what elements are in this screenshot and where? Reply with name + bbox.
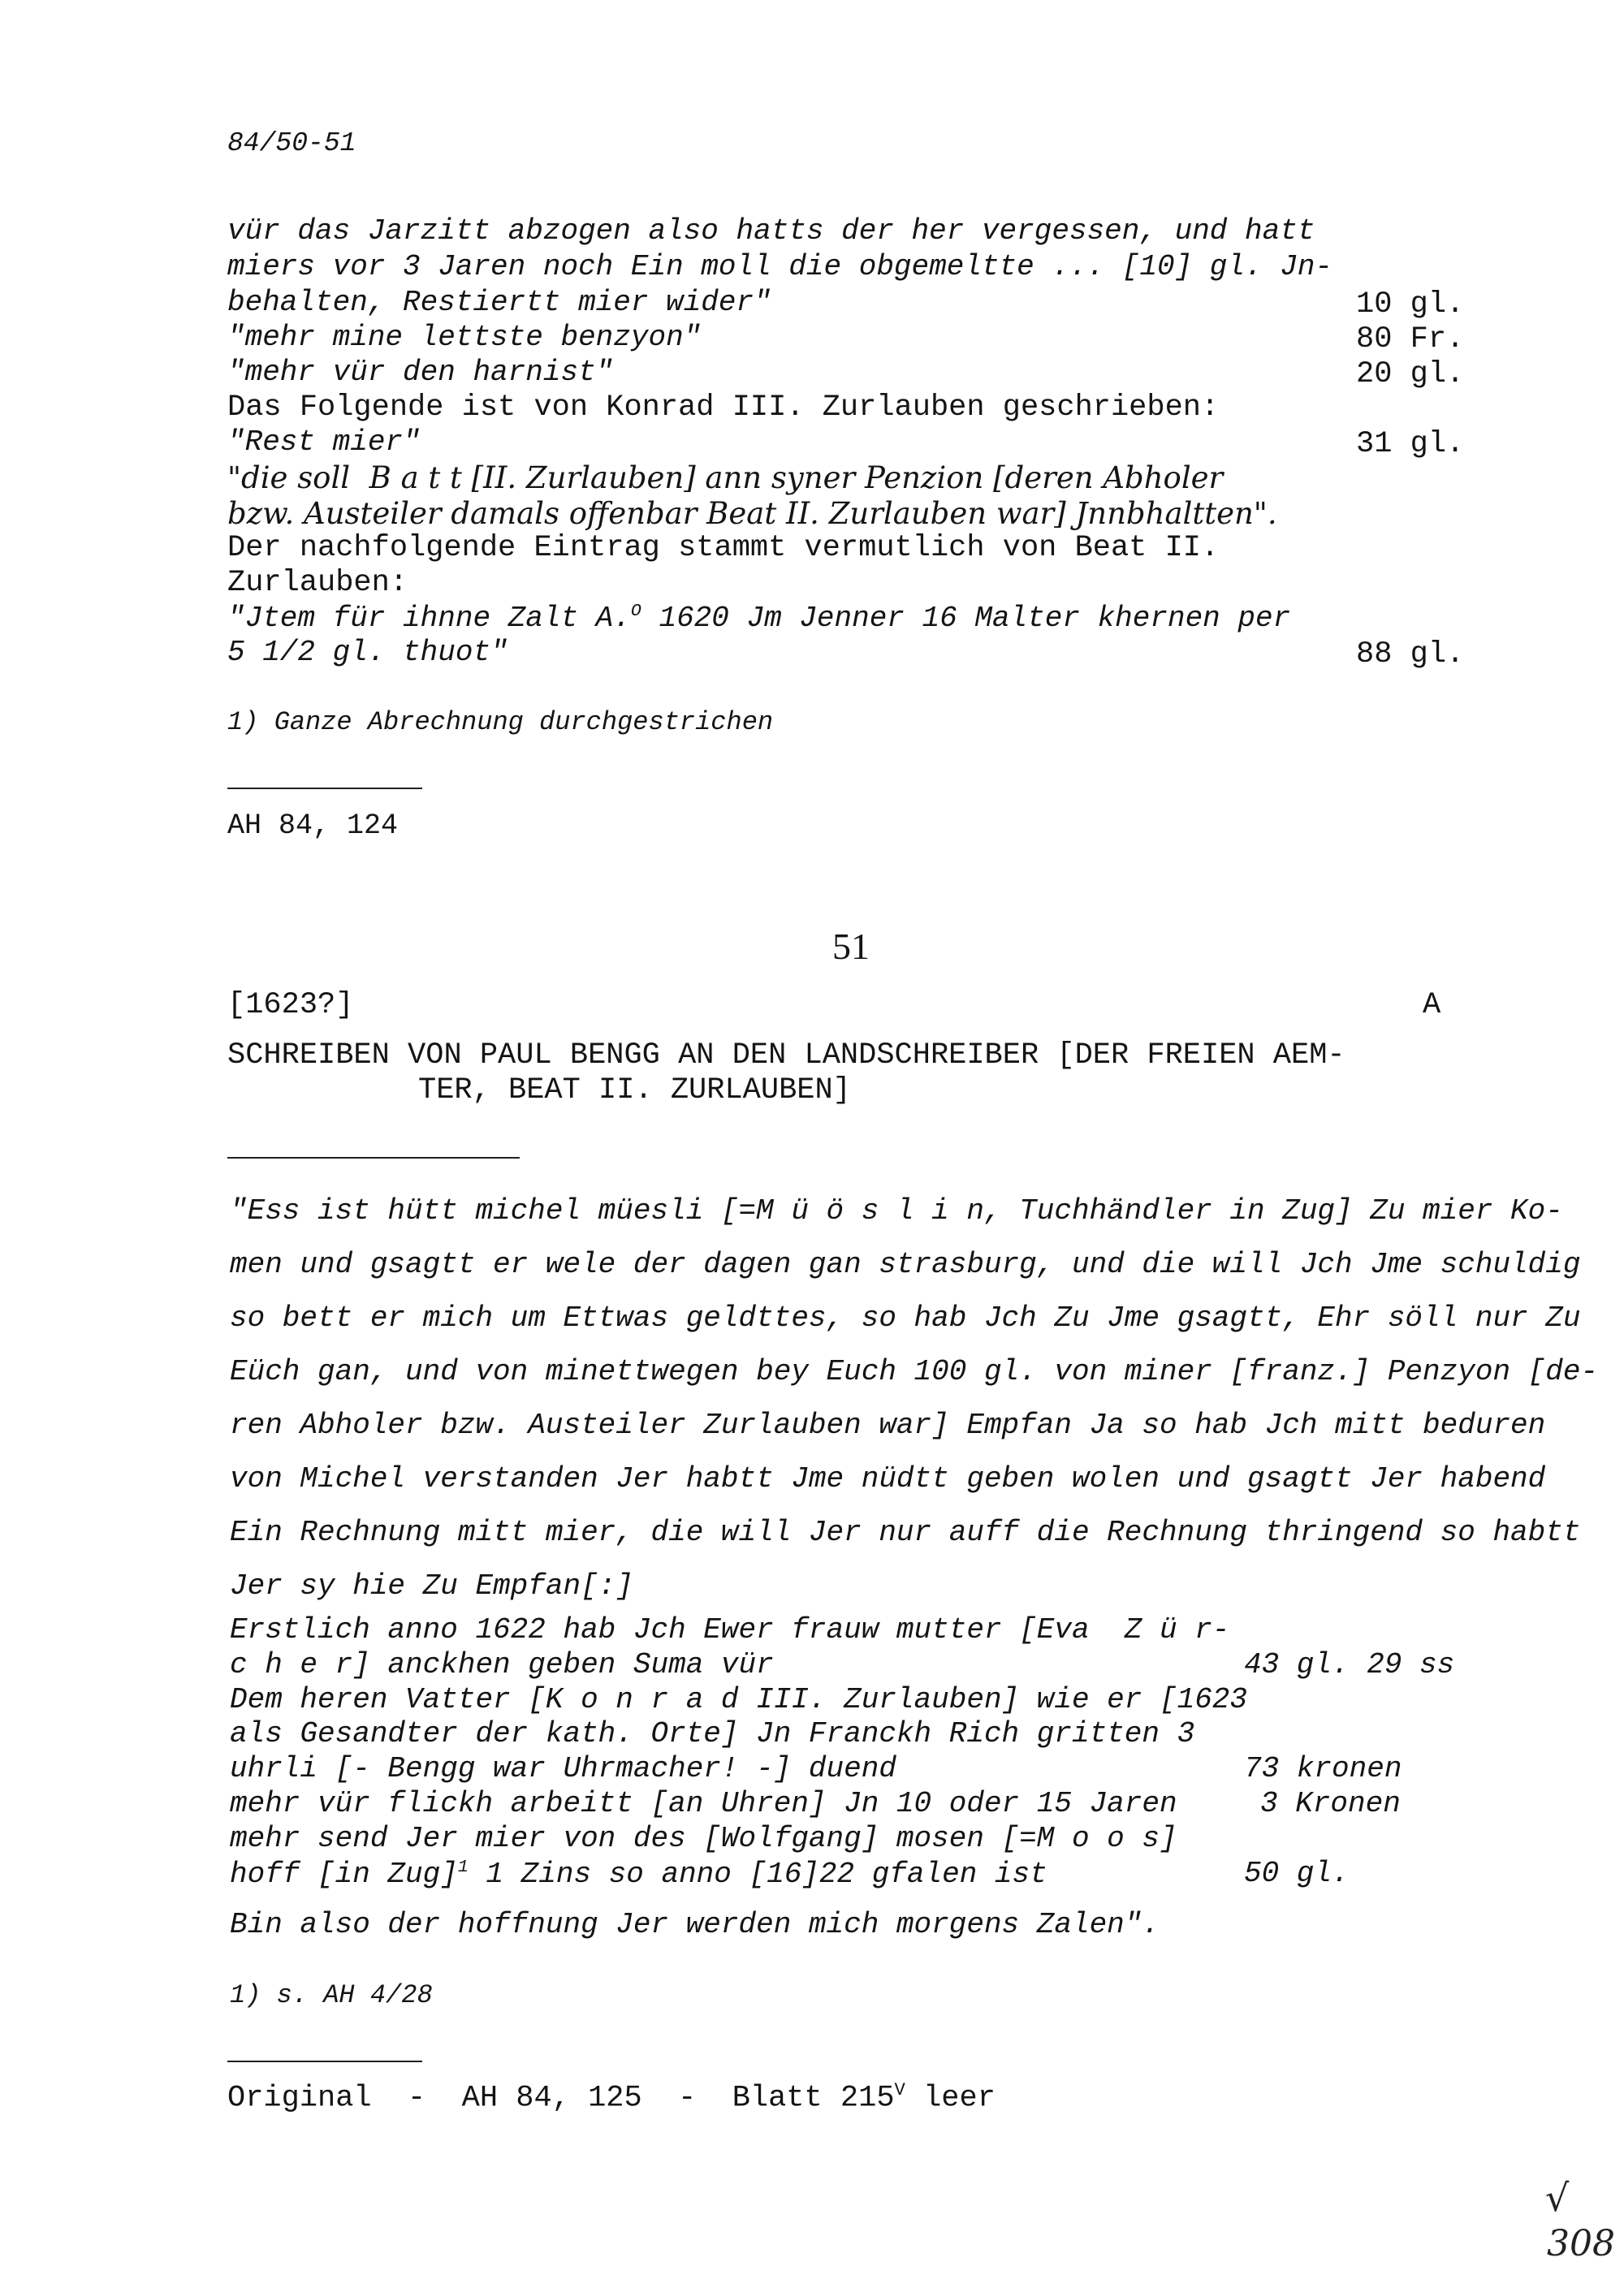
account-line: hoff [in Zug]$^1$ 1 Zins so anno [16]22 gfalen ist: [230, 1858, 1047, 1891]
document-date: [1623?]: [227, 988, 354, 1022]
letter-line: Jer sy hie Zu Empfan[:]: [230, 1569, 633, 1603]
account-line: mehr send Jer mier von des [Wolfgang] mosen [=M o o s]: [230, 1822, 1177, 1855]
divider: [227, 788, 422, 789]
source-reference: AH 84, 124: [227, 809, 399, 842]
letter-line: Eüch gan, und von minettwegen bey Euch 100 gl. von miner [franz.] Penzyon [de-: [230, 1355, 1599, 1388]
text-line: "Rest mier": [227, 425, 421, 459]
amount: 80 Fr.: [1356, 322, 1465, 356]
text-line: "mehr mine lettste benzyon": [227, 321, 702, 354]
document-grade: A: [1423, 988, 1441, 1022]
page-reference: 84/50-51: [227, 128, 356, 158]
editorial-note: Das Folgende ist von Konrad III. Zurlauben geschrieben:: [227, 391, 1220, 425]
document-number: 51: [832, 926, 870, 967]
letter-line: "Ess ist hütt michel müesli [=M ü ö s l i n, Tuchhändler in Zug] Zu mier Ko-: [230, 1194, 1563, 1228]
editorial-note: Der nachfolgende Eintrag stammt vermutlich von Beat II.: [227, 531, 1220, 565]
check-mark: √: [1545, 2176, 1570, 2220]
divider: [227, 2061, 422, 2062]
amount: 88 gl.: [1356, 637, 1465, 671]
footnote: 1) Ganze Abrechnung durchgestrichen: [227, 707, 774, 737]
text-line: 5 1/2 gl. thuot": [227, 636, 508, 669]
amount: 31 gl.: [1356, 427, 1465, 461]
divider: [227, 1157, 520, 1159]
footnote: 1) s. AH 4/28: [230, 1980, 433, 2010]
account-line: uhrli [- Bengg war Uhrmacher! -] duend: [230, 1752, 896, 1785]
account-line: Dem heren Vatter [K o n r a d III. Zurlauben] wie er [1623: [230, 1683, 1248, 1716]
amount: 20 gl.: [1356, 357, 1465, 391]
letter-line: men und gsagtt er wele der dagen gan strasburg, und die will Jch Jme schuldig: [230, 1248, 1581, 1281]
text-line-handwritten: "die soll B a t t [II. Zurlauben] ann syner Penzion [deren Abholer: [227, 460, 1224, 495]
document-title: TER, BEAT II. ZURLAUBEN]: [418, 1073, 851, 1107]
text-line: vür das Jarzitt abzogen also hatts der her vergessen, und hatt: [227, 214, 1315, 248]
letter-line: ren Abholer bzw. Austeiler Zurlauben war] Empfan Ja so hab Jch mitt beduren: [230, 1409, 1546, 1442]
original-reference: Original - AH 84, 125 - Blatt $215^V$ leer: [227, 2080, 996, 2116]
folio-number-handwritten: 308: [1547, 2223, 1615, 2264]
document-title: SCHREIBEN VON PAUL BENGG AN DEN LANDSCHREIBER [DER FREIEN AEM-: [227, 1038, 1345, 1073]
account-line: als Gesandter der kath. Orte] Jn Franckh Rich gritten 3: [230, 1717, 1195, 1750]
text-line: "Jtem für ihnne Zalt A.$^O$ 1620 Jm Jenner 16 Malter khernen per: [227, 602, 1291, 635]
account-line: Erstlich anno 1622 hab Jch Ewer frauw mutter [Eva Z ü r-: [230, 1613, 1230, 1647]
letter-line: so bett er mich um Ettwas geldttes, so hab Jch Zu Jme gsagtt, Ehr söll nur Zu: [230, 1301, 1581, 1335]
editorial-note: Zurlauben:: [227, 566, 408, 600]
amount: 10 gl.: [1356, 287, 1465, 322]
letter-line: von Michel verstanden Jer habtt Jme nüdtt geben wolen und gsagtt Jer habend: [230, 1462, 1546, 1496]
letter-line: Ein Rechnung mitt mier, die will Jer nur auff die Rechnung thringend so habtt: [230, 1516, 1581, 1549]
text-line-handwritten: bzw. Austeiler damals offenbar Beat II. Zurlauben war] Jnnbhaltten".: [227, 496, 1277, 531]
account-amount: 43 gl. 29 ss: [1244, 1648, 1455, 1681]
text-line: "mehr vür den harnist": [227, 356, 614, 389]
account-amount: 3 Kronen: [1260, 1787, 1401, 1820]
text-line: behalten, Restiertt mier wider": [227, 286, 771, 319]
account-amount: 50 gl.: [1244, 1857, 1350, 1890]
text-line: miers vor 3 Jaren noch Ein moll die obgemeltte ... [10] gl. Jn-: [227, 250, 1333, 283]
account-line: c h e r] anckhen geben Suma vür: [230, 1648, 774, 1681]
account-amount: 73 kronen: [1244, 1752, 1402, 1785]
account-line: mehr vür flickh arbeitt [an Uhren] Jn 10 oder 15 Jaren: [230, 1787, 1177, 1820]
letter-closing: Bin also der hoffnung Jer werden mich morgens Zalen".: [230, 1908, 1160, 1941]
